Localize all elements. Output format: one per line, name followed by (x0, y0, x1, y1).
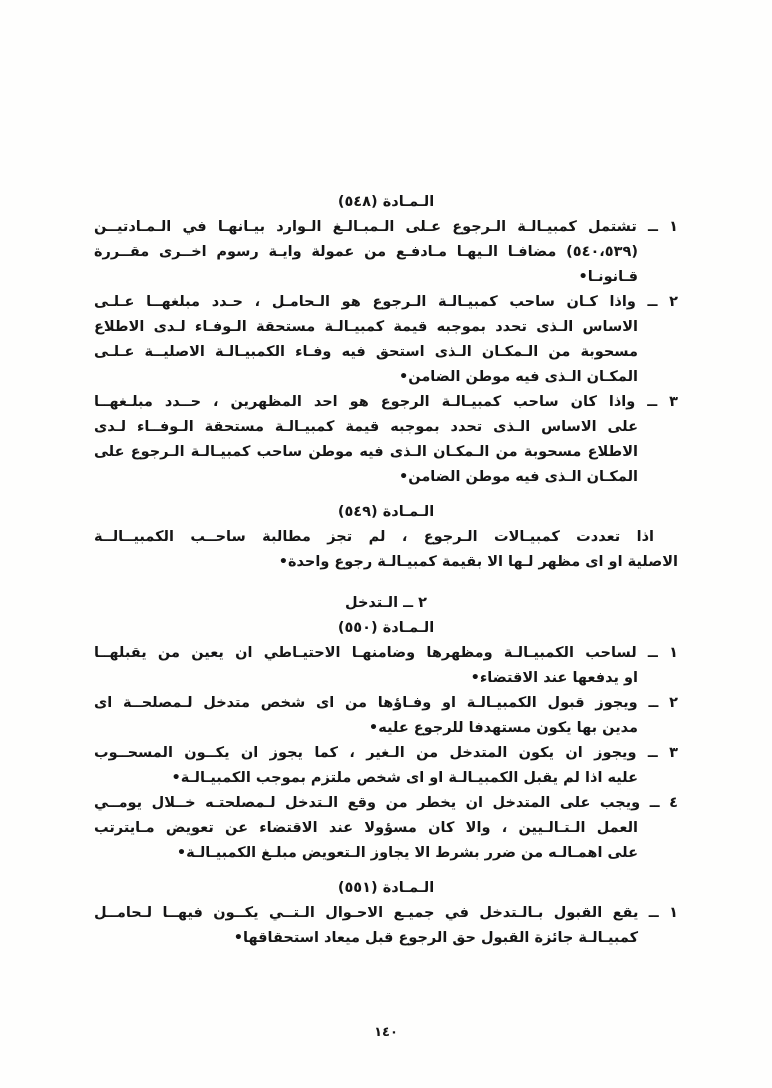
text-line: المكـان الـذى فيه موطن الضامن• (399, 469, 638, 485)
text-line: اذا تعددت كمبيـالات الـرجوع ، لم تجز مطالبة ساحــب الكمبيــالــة (94, 529, 654, 545)
article-550-clause-1 (94, 641, 678, 691)
text-line: عليه اذا لم يقبل الكمبيـالـة او اى شخص ملتزم بموجب الكمبيـالـة• (171, 770, 638, 786)
text-line: ١ ــ تشتمل كمبيـالـة الـرجوع عـلى الـمبـالـغ الـوارد بيـانهـا في الـمـادتيــن (94, 219, 678, 235)
article-550-clause-3 (94, 741, 678, 791)
article-551-clause-1 (94, 901, 678, 951)
article-549-paragraph (94, 525, 678, 575)
article-548-clause-3 (94, 390, 678, 490)
text-line: ٢ ــ ويجوز قبول الكمبيـالـة او وفـاؤها من اى شخص متدخل لـمصلحــة اى (94, 695, 678, 711)
text-line: قـانونـا• (578, 269, 638, 285)
article-548-clause-1 (94, 215, 678, 290)
text-line: ٤ ــ ويجب على المتدخل ان يخطر من وقع الـتدخل لـمصلحتـه خــلال يومــي (94, 795, 678, 811)
article-550-clause-2 (94, 691, 678, 741)
section-intervention-heading: ٢ ــ الـتدخل (345, 595, 427, 611)
article-550-clause-4 (94, 791, 678, 866)
text-line: او يدفعها عند الاقتضاء• (470, 670, 638, 686)
text-line: ٣ ــ واذا كان ساحب كمبيـالـة الرجوع هو احد المظهرين ، حــدد مبلـغهــا (94, 394, 678, 410)
text-line: مسحوبة من الـمكـان الـذى استحق فيه وفـاء الكمبيـالـة الاصليــة عـلـى (94, 344, 638, 360)
text-line: على الاساس الـذى تحدد بموجبه قيمة كمبيـالـة مستحقة الـوفــاء لـدى (94, 419, 638, 435)
text-line: كمبيـالـة جائزة القبول حق الرجوع قبل ميعاد استحقاقها• (233, 930, 638, 946)
text-line: ١ ــ لساحب الكمبيـالـة ومظهرها وضامنهـا الاحتيـاطي ان يعين من يقبلهــا (94, 645, 678, 661)
text-line: ٣ ــ ويجوز ان يكون المتدخل من الـغير ، كما يجوز ان يكــون المسحــوب (94, 745, 678, 761)
text-line: الاصلية او اى مظهر لـها الا بقيمة كمبيـالـة رجوع واحدة• (278, 554, 678, 570)
text-line: على اهمـالـه من ضرر بشرط الا يجاوز الـتعويض مبلـغ الكمبيـالـة• (176, 845, 638, 861)
text-line: العمل الـتـالـيين ، والا كان مسؤولا عند الاقتضاء عن تعويض مـايترتب (94, 820, 638, 836)
article-551-heading: الـمـادة (٥٥١) (337, 880, 435, 896)
page-number: ١٤٠ (374, 1025, 398, 1040)
article-550-heading: الـمـادة (٥٥٠) (337, 620, 435, 636)
article-549-heading: الـمـادة (٥٤٩) (337, 504, 435, 520)
article-548-heading: الـمـادة (٥٤٨) (337, 194, 435, 210)
page-body (94, 190, 678, 951)
text-line: (٥٤٠،٥٣٩) مضافـا الـيهـا مـادفـع من عمولة وايـة رسوم اخــرى مقــررة (94, 244, 638, 260)
text-line: ٢ ــ واذا كـان ساحب كمبيـالـة الـرجوع هو الـحامـل ، حـدد مبلغهــا عـلـى (94, 294, 678, 310)
text-line: الاطلاع مسحوبة من الـمكـان الـذى فيه موطن ساحب كمبيـالـة الـرجوع على (94, 444, 638, 460)
text-line: المكـان الـذى فيه موطن الضامن• (399, 369, 638, 385)
text-line: ١ ــ يقع القبول بـالـتدخل في جميـع الاحـوال الـتــي يكــون فيهــا لـحامــل (94, 905, 678, 921)
text-line: الاساس الـذى تحدد بموجبه قيمة كمبيـالـة مستحقة الـوفـاء لـدى الاطلاع (94, 319, 638, 335)
article-548-clause-2 (94, 290, 678, 390)
text-line: مدين بها يكون مستهدفا للرجوع عليه• (368, 720, 638, 736)
